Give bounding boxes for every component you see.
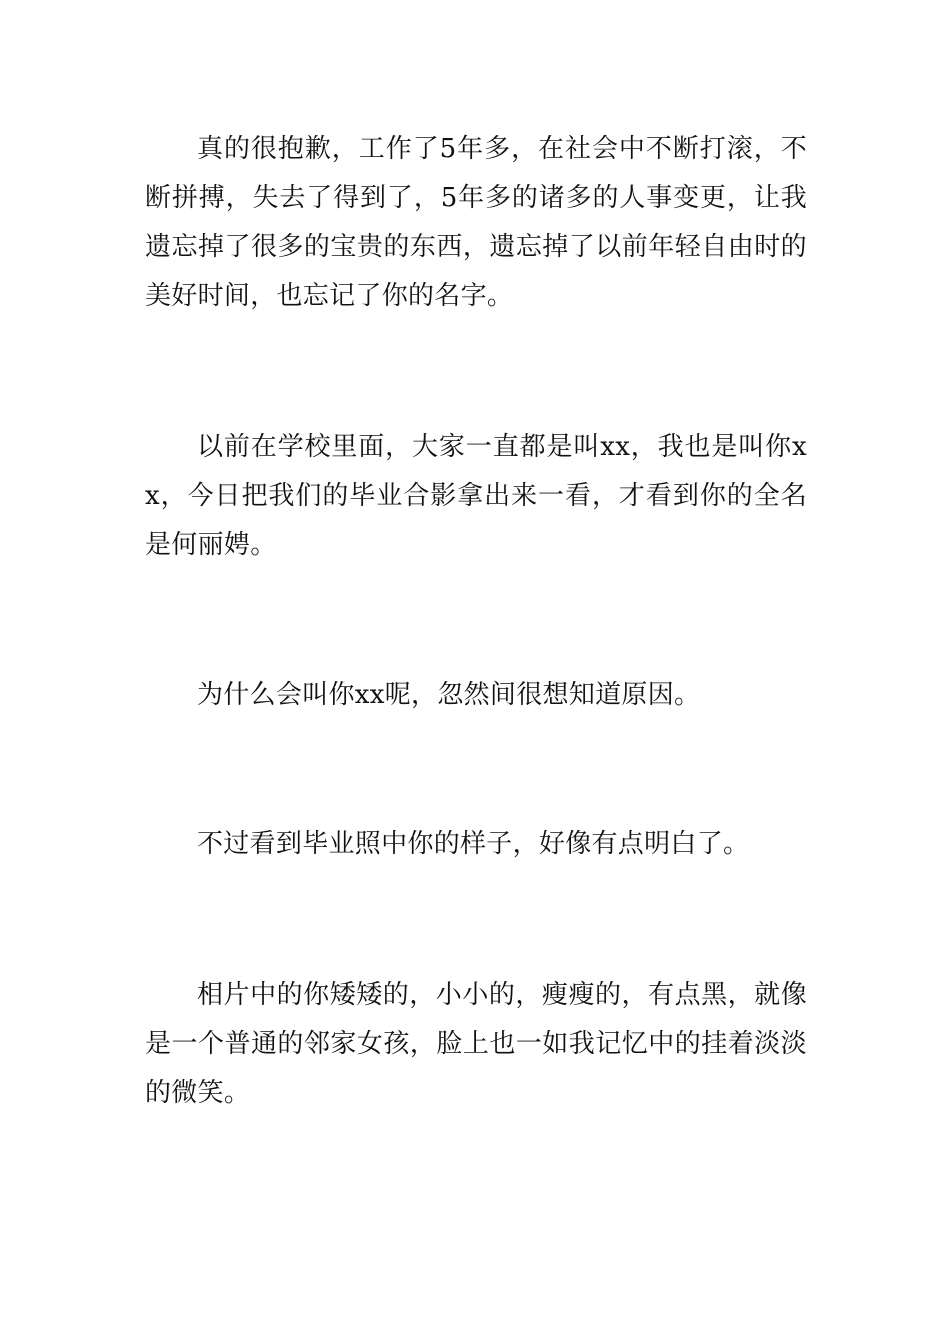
paragraph-school-nickname: 以前在学校里面，大家一直都是叫xx，我也是叫你xx，今日把我们的毕业合影拿出来一看，才看到你的全名是何丽娉。 [145, 432, 807, 560]
paragraph-graduation-photo: 不过看到毕业照中你的样子，好像有点明白了。 [197, 829, 750, 859]
paragraph-apology: 真的很抱歉，工作了5年多，在社会中不断打滚，不断拼搏，失去了得到了，5年多的诸多的人事变更，让我遗忘掉了很多的宝贵的东西，遗忘掉了以前年轻自由时的美好时间，也忘记了你的名字。 [145, 134, 807, 311]
paragraph-photo-description: 相片中的你矮矮的，小小的，瘦瘦的，有点黑，就像是一个普通的邻家女孩，脸上也一如我记忆中的挂着淡淡的微笑。 [145, 980, 807, 1108]
paragraph-why-nickname: 为什么会叫你xx呢，忽然间很想知道原因。 [197, 680, 701, 710]
